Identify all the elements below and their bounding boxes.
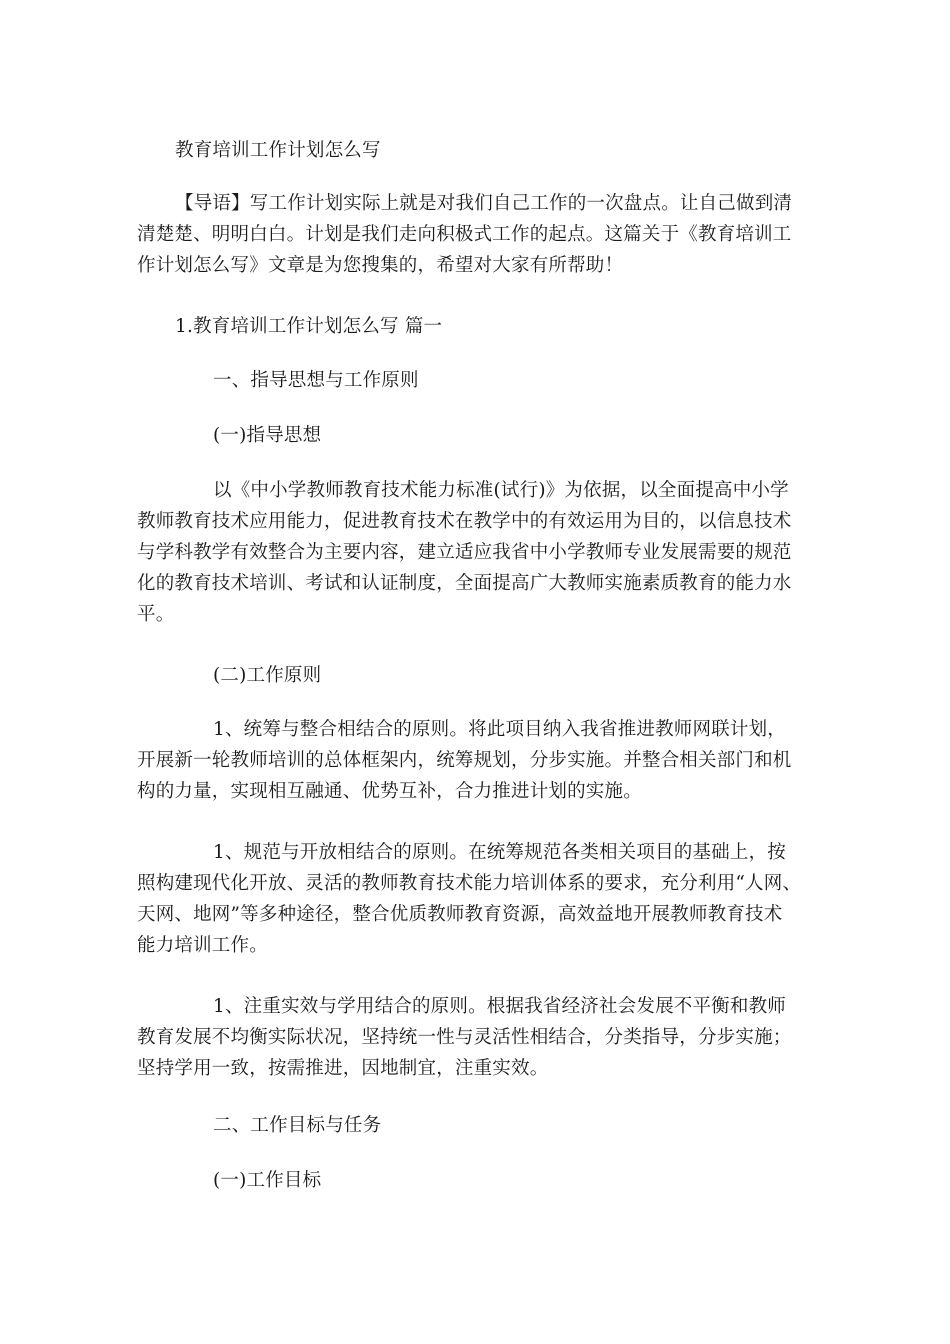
principle-3-line-2: 教育发展不均衡实际状况，坚持统一性与灵活性相结合，分类指导，分步实施； bbox=[137, 1027, 792, 1048]
section-title: 1.教育培训工作计划怎么写 篇一 bbox=[175, 316, 443, 337]
principle-1-line-2: 开展新一轮教师培训的总体框架内，统筹规划，分步实施。并整合相关部门和机 bbox=[137, 750, 792, 771]
principle-3-line-3: 坚持学用一致，按需推进，因地制宜，注重实效。 bbox=[137, 1058, 549, 1079]
heading-goals-tasks: 二、工作目标与任务 bbox=[213, 1115, 382, 1136]
guiding-line-1: 以《中小学教师教育技术能力标准(试行)》为依据，以全面提高中小学 bbox=[213, 480, 789, 501]
intro-line-2: 清楚楚、明明白白。计划是我们走向积极式工作的起点。这篇关于《教育培训工 bbox=[137, 224, 792, 245]
intro-line-3: 作计划怎么写》文章是为您搜集的，希望对大家有所帮助！ bbox=[137, 255, 624, 276]
intro-line-1: 【导语】写工作计划实际上就是对我们自己工作的一次盘点。让自己做到清 bbox=[175, 193, 793, 214]
principle-2-line-3: 天网、地网”等多种途径，整合优质教师教育资源，高效益地开展教师教育技术 bbox=[137, 904, 783, 925]
subheading-work-principles: (二)工作原则 bbox=[213, 665, 322, 686]
guiding-line-5: 平。 bbox=[137, 604, 175, 625]
heading-guiding-principles: 一、指导思想与工作原则 bbox=[213, 370, 419, 391]
document-title: 教育培训工作计划怎么写 bbox=[175, 140, 381, 161]
subheading-work-goals: (一)工作目标 bbox=[213, 1170, 322, 1191]
guiding-line-2: 教师教育技术应用能力，促进教育技术在教学中的有效运用为目的，以信息技术 bbox=[137, 511, 792, 532]
guiding-line-4: 化的教育技术培训、考试和认证制度，全面提高广大教师实施素质教育的能力水 bbox=[137, 573, 792, 594]
principle-3-line-1: 1、注重实效与学用结合的原则。根据我省经济社会发展不平衡和教师 bbox=[213, 996, 786, 1017]
principle-1-line-1: 1、统筹与整合相结合的原则。将此项目纳入我省推进教师网联计划， bbox=[213, 719, 786, 740]
guiding-line-3: 与学科教学有效整合为主要内容，建立适应我省中小学教师专业发展需要的规范 bbox=[137, 542, 792, 563]
principle-2-line-2: 照构建现代化开放、灵活的教师教育技术能力培训体系的要求，充分利用“人网、 bbox=[137, 873, 802, 894]
subheading-guiding-thought: (一)指导思想 bbox=[213, 425, 322, 446]
principle-2-line-1: 1、规范与开放相结合的原则。在统筹规范各类相关项目的基础上，按 bbox=[213, 842, 786, 863]
principle-2-line-4: 能力培训工作。 bbox=[137, 935, 268, 956]
principle-1-line-3: 构的力量，实现相互融通、优势互补，合力推进计划的实施。 bbox=[137, 781, 642, 802]
